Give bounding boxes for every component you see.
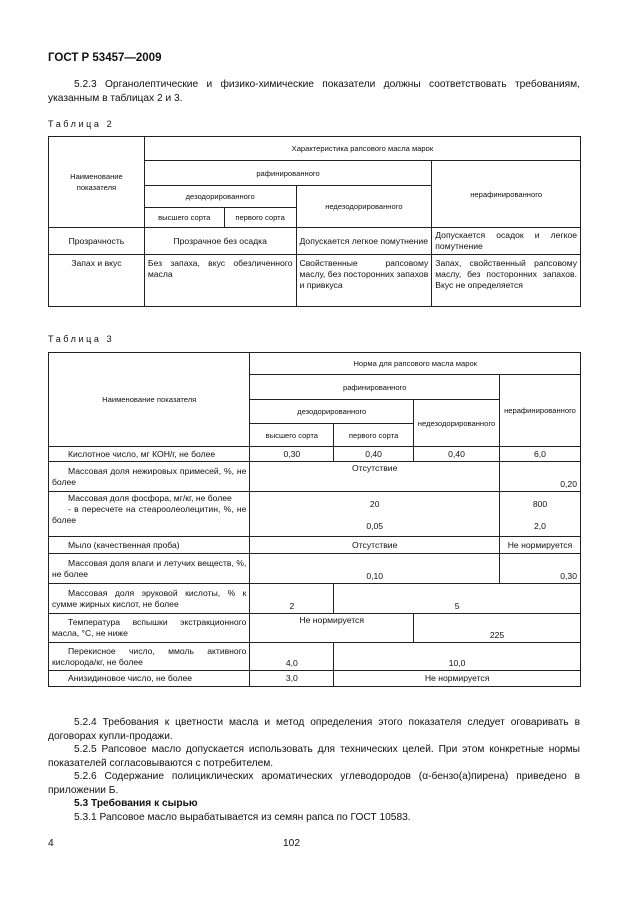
paragraph-5-2-6: 5.2.6 Содержание полициклических ароматических углеводородов (α-бензо(а)пирена) приведено в приложении Б. (48, 771, 580, 796)
section-5-3-heading: 5.3 Требования к сырью (74, 798, 198, 809)
table-3 (48, 352, 581, 687)
t2-header-unrefined: нерафинированного (432, 161, 581, 228)
cell: 0,30 (499, 554, 580, 584)
table-row (49, 554, 581, 584)
cell (250, 492, 500, 537)
cell: 3,0 (250, 671, 334, 687)
cell: Температура вспышки экстракционного масла, °С, не ниже (49, 614, 250, 643)
t2-header-characteristic: Характеристика рапсового масла марок (144, 137, 580, 161)
cell: 225 (414, 614, 581, 643)
cell: Свойственные рапсовому маслу, без посторонних запахов и привкуса (296, 255, 432, 307)
cell: 10,0 (334, 643, 581, 671)
table-row (49, 447, 581, 462)
table-row (49, 671, 581, 687)
cell: 0,30 (250, 447, 334, 462)
table-row (49, 255, 581, 307)
table-row (49, 537, 581, 554)
phosphorus-lecithin-unrefined: 2,0 (534, 520, 546, 531)
cell: Мыло (качественная проба) (49, 537, 250, 554)
cell: Кислотное число, мг КОН/г, не более (49, 447, 250, 462)
cell: Массовая доля влаги и летучих веществ, %, не более (49, 554, 250, 584)
phosphorus-value: 20 (369, 498, 380, 509)
cell: 4,0 (250, 643, 334, 671)
paragraph-5-3-1: 5.3.1 Рапсовое масло вырабатывается из семян рапса по ГОСТ 10583. (74, 812, 411, 823)
table-2-label: Таблица 2 (48, 119, 115, 129)
cell: 2 (250, 584, 334, 614)
cell: Не нормируется (334, 671, 581, 687)
table-row (49, 228, 581, 255)
paragraph-5-2-3: 5.2.3 Органолептические и физико-химические показатели должны соответствовать требованиям, указанным в таблицах 2 и 3. (48, 79, 580, 104)
footer-number: 102 (283, 838, 300, 849)
cell: Анизидиновое число, не более (49, 671, 250, 687)
phosphorus-value-unrefined: 800 (532, 498, 548, 509)
t2-header-highest: высшего сорта (144, 208, 224, 228)
cell: 0,20 (499, 462, 580, 492)
t3-header-first: первого сорта (334, 424, 414, 447)
cell: Массовая доля нежировых примесей, %, не более (49, 462, 250, 492)
t2-header-deodorized: дезодорированного (144, 186, 296, 208)
cell: Без запаха, вкус обезличенного масла (144, 255, 296, 307)
cell: Отсутствие (250, 462, 500, 492)
table-3-label: Таблица 3 (48, 334, 115, 344)
cell (499, 492, 580, 537)
cell: 0,40 (334, 447, 414, 462)
t2-header-name: Наименование показателя (49, 137, 145, 228)
table-row (49, 614, 581, 643)
cell: 0,10 (250, 554, 500, 584)
phosphorus-subname: - в пересчете на стеароолеолецитин, %, не более (52, 504, 247, 525)
table-row (49, 584, 581, 614)
t2-header-first: первого сорта (224, 208, 296, 228)
cell: 6,0 (499, 447, 580, 462)
paragraph-5-2-4: 5.2.4 Требования к цветности масла и метод определения этого показателя следует оговаривать в договорах купли-продажи. (48, 717, 580, 742)
t3-header-refined: рафинированного (250, 375, 500, 400)
t2-header-refined: рафинированного (144, 161, 431, 186)
page-number: 4 (48, 838, 54, 849)
table-row (49, 462, 581, 492)
table-row (49, 492, 581, 537)
table-2 (48, 136, 581, 307)
cell: Не нормируется (250, 614, 414, 643)
cell: Не нормируется (499, 537, 580, 554)
cell: Допускается осадок и легкое помутнение (432, 228, 581, 255)
t3-header-name: Наименование показателя (49, 353, 250, 447)
phosphorus-name: Массовая доля фосфора, мг/кг, не более (68, 493, 232, 503)
phosphorus-lecithin-value: 0,05 (366, 520, 384, 531)
t3-header-nondeodorized: недезодорированного (414, 400, 500, 447)
cell: Запах и вкус (49, 255, 145, 307)
cell (49, 492, 250, 537)
t3-header-deodorized: дезодорированного (250, 400, 414, 424)
table-row (49, 643, 581, 671)
cell: Допускается легкое помутнение (296, 228, 432, 255)
t3-header-unrefined: нерафинированного (499, 375, 580, 447)
paragraph-5-2-5: 5.2.5 Рапсовое масло допускается использовать для технических целей. При этом конкретные нормы показателей согласовываются с потребителем. (48, 744, 580, 769)
cell: 0,40 (414, 447, 500, 462)
t3-header-highest: высшего сорта (250, 424, 334, 447)
document-header: ГОСТ Р 53457—2009 (48, 52, 162, 64)
cell: Прозрачность (49, 228, 145, 255)
t3-header-norm: Норма для рапсового масла марок (250, 353, 581, 375)
cell: 5 (334, 584, 581, 614)
cell: Перекисное число, ммоль активного кислорода/кг, не более (49, 643, 250, 671)
cell: Запах, свойственный рапсовому маслу, без посторонних запахов. Вкус не определяется (432, 255, 581, 307)
t2-header-nondeodorized: недезодорированного (296, 186, 432, 228)
cell: Прозрачное без осадка (144, 228, 296, 255)
cell: Массовая доля эруковой кислоты, % к сумме жирных кислот, не более (49, 584, 250, 614)
cell: Отсутствие (250, 537, 500, 554)
